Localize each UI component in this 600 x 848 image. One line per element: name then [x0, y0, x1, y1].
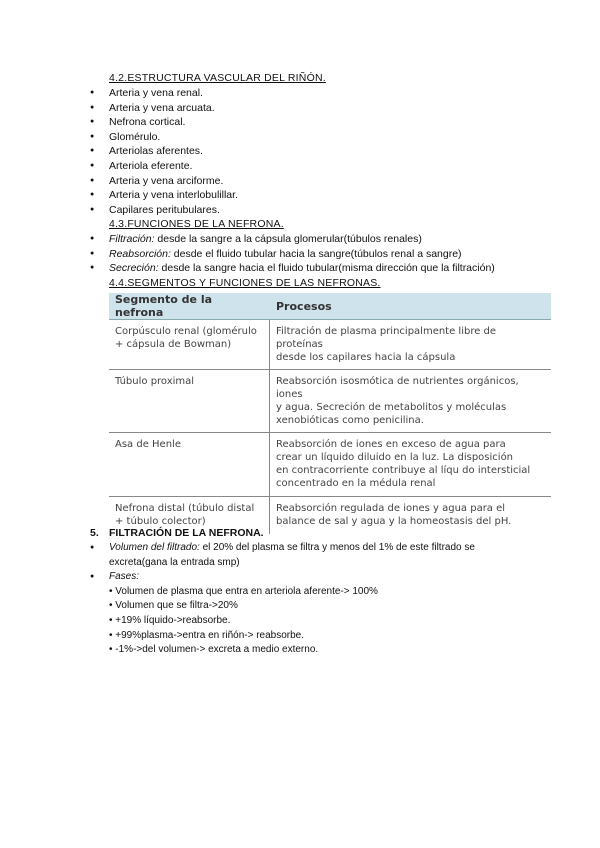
cell-line: Reabsorción isosmótica de nutrientes orgánicos, iones: [276, 376, 519, 400]
list-item: • Volumen de plasma que entra en arteriola aferente-> 100%: [109, 585, 378, 597]
cell-line: desde los capilares hacia la cápsula: [276, 352, 456, 363]
list-item: ● Arteria y vena arcuata.: [90, 101, 238, 116]
column-header: Procesos: [270, 293, 552, 320]
cell-line: + cápsula de Bowman): [115, 339, 232, 350]
cell-line: crear un líquido diluido en la luz. La disposición: [276, 452, 514, 463]
function-text: desde la sangre a la cápsula glomerular(túbulos renales): [154, 233, 422, 245]
cell-line: + túbulo colector): [115, 516, 206, 527]
list-item: ● Arteria y vena renal.: [90, 86, 238, 101]
section-5-heading: [90, 527, 264, 539]
cell-line: Nefrona distal (túbulo distal: [115, 503, 255, 514]
section-number: 5.: [90, 527, 99, 539]
nephron-segments-table: [109, 293, 551, 534]
list-item: ● Capilares peritubulares.: [90, 203, 238, 218]
list-item: [90, 261, 495, 276]
process-cell: [270, 320, 552, 370]
filtration-list: [90, 541, 529, 658]
list-item: ● Arteriola eferente.: [90, 159, 238, 174]
cell-line: Túbulo proximal: [115, 376, 195, 387]
list-item: • -1%->del volumen-> excreta a medio externo.: [109, 644, 319, 656]
fases-list: [109, 585, 529, 658]
list-item: ● Arteria y vena interlobulillar.: [90, 188, 238, 203]
cell-line: xenobióticas como penicilina.: [276, 415, 424, 426]
table-header-row: [109, 293, 551, 320]
function-term: Filtración:: [109, 233, 155, 245]
process-cell: [270, 370, 552, 433]
segment-cell: [109, 433, 270, 497]
nephron-functions-list: [90, 232, 495, 276]
cell-line: Reabsorción de iones en exceso de agua para: [276, 439, 506, 450]
list-item: • +19% líquido->reabsorbe.: [109, 614, 231, 626]
vascular-structure-list: [90, 86, 238, 217]
segment-cell: [109, 370, 270, 433]
function-text: desde el fluido tubular hacia la sangre(túbulos renal a sangre): [170, 247, 462, 260]
cell-line: Asa de Henle: [115, 439, 181, 450]
section-4-3-heading: 4.3.FUNCIONES DE LA NEFRONA.: [109, 218, 284, 230]
function-text: desde la sangre hacia el fluido tubular(misma dirección que la filtración): [158, 262, 495, 275]
list-item: • Volumen que se filtra->20%: [109, 600, 238, 612]
fases-term: Fases:: [109, 571, 140, 583]
cell-line: concentrado en la médula renal: [276, 478, 436, 489]
segment-cell: [109, 320, 270, 370]
column-header: Segmento de la nefrona: [109, 293, 270, 320]
cell-line: y agua. Secreción de metabolitos y moléculas: [276, 402, 507, 413]
section-4-2-heading: 4.2.ESTRUCTURA VASCULAR DEL RIÑÓN.: [109, 72, 326, 84]
cell-line: Filtración de plasma principalmente libre de proteínas: [276, 326, 497, 350]
list-item: ● Nefrona cortical.: [90, 115, 238, 130]
list-item: [90, 247, 495, 262]
process-cell: [270, 497, 552, 535]
list-item: ● Arteriolas aferentes.: [90, 144, 238, 159]
process-cell: [270, 433, 552, 497]
list-item: [90, 541, 529, 570]
section-title: FILTRACIÓN DE LA NEFRONA.: [109, 527, 264, 539]
list-item: • +99%plasma->entra en riñón-> reabsorbe.: [109, 629, 305, 641]
section-4-4-heading: 4.4.SEGMENTOS Y FUNCIONES DE LAS NEFRONAS.: [109, 277, 381, 289]
list-item: ● Glomérulo.: [90, 130, 238, 145]
cell-line: Corpúsculo renal (glomérulo: [115, 326, 257, 337]
list-item: [90, 570, 529, 658]
cell-line: Reabsorción regulada de iones y agua para el: [276, 503, 506, 514]
list-item: ● Arteria y vena arciforme.: [90, 174, 238, 189]
table-row: [109, 320, 551, 370]
table-row: [109, 433, 551, 497]
function-term: Secreción:: [109, 262, 159, 275]
volume-text: el 20% del plasma se filtra y menos del 1% de este filtrado se excreta(gana la entrada smp): [109, 542, 475, 568]
volume-term: Volumen del filtrado:: [109, 542, 200, 553]
cell-line: balance de sal y agua y la homeostasis del pH.: [276, 516, 512, 527]
list-item: [90, 232, 495, 247]
function-term: Reabsorción:: [109, 247, 171, 260]
table-row: [109, 370, 551, 433]
cell-line: en contracorriente contribuye al líqu do intersticial: [276, 465, 531, 476]
